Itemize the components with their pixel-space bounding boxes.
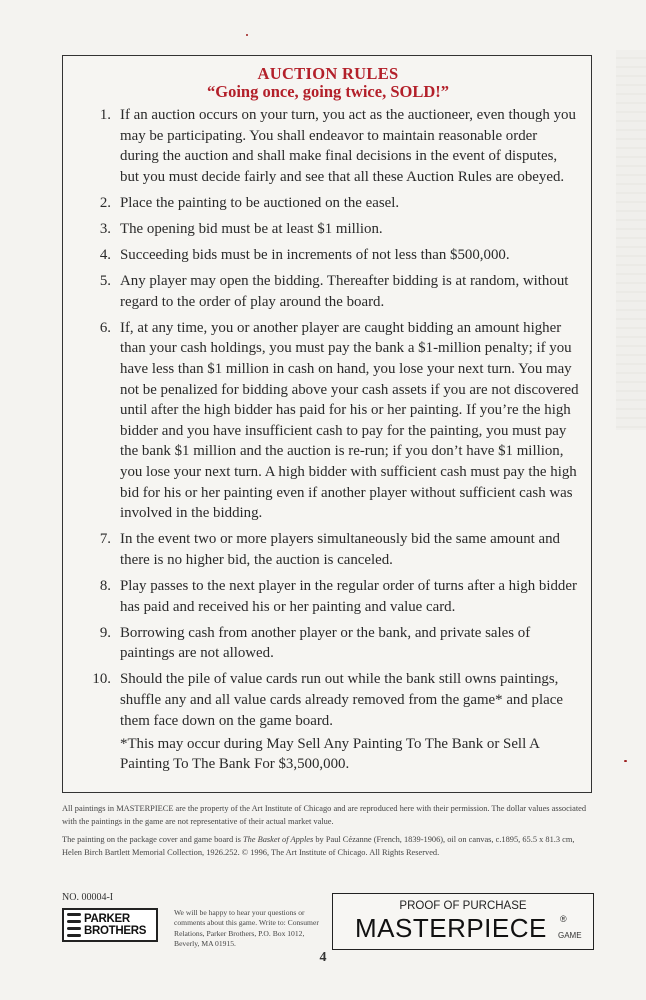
rule-number: 8. [99, 577, 111, 594]
proof-of-purchase-box [332, 893, 594, 950]
rule-number: 7. [99, 531, 111, 548]
ink-speck [246, 34, 248, 36]
catalog-number: NO. 00004-I [62, 892, 114, 903]
parker-brothers-logo [62, 908, 158, 942]
rule-item [77, 245, 579, 266]
rules-title: AUCTION RULES [257, 64, 399, 83]
rule-item [77, 318, 579, 524]
rule-number: 3. [99, 220, 111, 237]
rule-text: Should the pile of value cards run out while the bank still owns paintings, shuffle any and all value cards already removed from the game* and place them face down on the game board. [120, 671, 563, 729]
painting-title: The Basket of Apples [242, 835, 314, 844]
rule-text: Play passes to the next player in the regular order of turns after a high bidder has paid and received his or her painting and value card. [120, 577, 577, 615]
rule-text: If, at any time, you or another player are caught bidding an amount higher than your cash holdings, you must pay the bank a $1-million penalty; if you have less than $1 million in cash on hand, you lose your next turn. You may not be penalized for bidding above your cash assets if you are not discovered until after the high bidder has paid for his or her painting. If you’re the high bidder and you have insufficient cash to pay for the painting, you must pay the bank $1 million and the auction is re-run; if you don’t have $1 million, you lose your next turn. A high bidder with sufficient cash must pay the high bid for his or her painting even if another player without sufficient cash was involved in the bidding. [120, 319, 579, 522]
rules-footnote: *This may occur during May Sell Any Painting To The Bank or Sell A Painting To The Bank For $3,500,000. [120, 735, 540, 773]
ink-speck [624, 760, 627, 762]
proof-game-label: GAME [558, 931, 582, 940]
rule-number: 1. [99, 107, 111, 123]
proof-label: PROOF OF PURCHASE [399, 900, 527, 912]
rule-number: 9. [99, 624, 111, 641]
logo-line: PARKER [84, 913, 130, 925]
rule-item [77, 576, 579, 617]
page-number: 4 [319, 950, 327, 965]
rule-text: Place the painting to be auctioned on the easel. [120, 194, 400, 211]
rules-subtitle: “Going once, going twice, SOLD!” [207, 82, 449, 101]
rule-item [77, 219, 579, 240]
rule-number: 5. [99, 273, 111, 290]
proof-brand: MASTERPIECE [355, 913, 547, 943]
rule-text: In the event two or more players simultaneously bid the same amount and there is no higher bid, the auction is canceled. [120, 531, 560, 568]
auction-rules-box [62, 55, 592, 793]
bleed-through-texture [616, 50, 646, 430]
credit-text: by Paul Cézanne (French, 1839-1906), oil on canvas, c.1895, 65.5 x 81.3 cm, Helen Birch Bartlett Memorial Collection, 1926.252. © 1996, The Art Institute of Chicago. All Rights Reserved. [62, 835, 575, 857]
rule-item [77, 193, 579, 214]
credit-text: The painting on the package cover and game board is [62, 835, 243, 844]
credits-section [62, 802, 594, 864]
rule-item [77, 271, 579, 312]
rule-item [77, 105, 579, 187]
swirl-logo-icon [67, 913, 81, 937]
rule-text: Borrowing cash from another player or the bank, and private sales of paintings are not allowed. [120, 624, 531, 662]
rule-item [77, 529, 579, 570]
registered-mark: ® [560, 914, 567, 924]
logo-wordmark [84, 913, 146, 937]
rule-item [77, 669, 579, 731]
rule-text: Succeeding bids must be in increments of not less than $500,000. [120, 247, 510, 264]
rule-number: 4. [99, 247, 111, 264]
rule-item [77, 623, 579, 664]
credits-paragraph: All paintings in MASTERPIECE are the property of the Art Institute of Chicago and are reproduced here with their permission. The dollar values associated with the paintings in the game are not representative of their actual market value. [62, 804, 587, 826]
rule-text: The opening bid must be at least $1 million. [120, 220, 383, 237]
painting-credit-paragraph [62, 833, 594, 859]
rule-text: If an auction occurs on your turn, you act as the auctioneer, even though you may be participating. You shall endeavor to maintain reasonable order during the auction and shall make final decisions in the event of disputes, but you must decide fairly and see that all these Auction Rules are obeyed. [120, 107, 576, 185]
logo-line: BROTHERS [84, 925, 147, 937]
rules-list [77, 105, 579, 731]
rule-number: 10. [92, 671, 111, 688]
rule-text: Any player may open the bidding. Thereafter bidding is at random, without regard to the order of play around the board. [120, 273, 569, 310]
contact-info: We will be happy to hear your questions or comments about this game. Write to: Consumer Relations, Parker Brothers, P.O. Box 1012, Beverly, MA 01915. [174, 908, 319, 949]
rule-number: 2. [99, 194, 111, 211]
rule-number: 6. [99, 319, 111, 336]
